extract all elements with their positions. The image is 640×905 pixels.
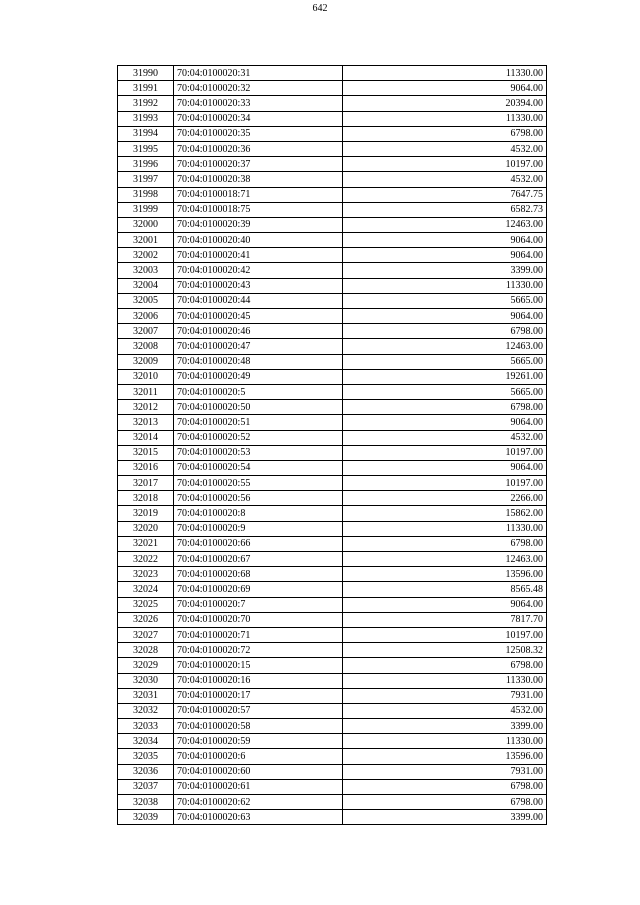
row-number-cell: 31992 (118, 96, 174, 111)
table-row (118, 552, 547, 567)
row-number-cell: 32035 (118, 749, 174, 764)
cadastral-number-cell: 70:04:0100020:37 (174, 157, 343, 172)
cadastral-number-cell: 70:04:0100020:69 (174, 582, 343, 597)
cadastral-number-cell: 70:04:0100020:72 (174, 643, 343, 658)
row-number-cell: 32007 (118, 324, 174, 339)
row-number-cell: 32021 (118, 536, 174, 551)
table-row (118, 263, 547, 278)
table-row (118, 415, 547, 430)
value-cell: 6798.00 (343, 795, 547, 810)
row-number-cell: 32020 (118, 521, 174, 536)
value-cell: 3399.00 (343, 810, 547, 825)
value-cell: 9064.00 (343, 233, 547, 248)
cadastral-number-cell: 70:04:0100020:63 (174, 810, 343, 825)
row-number-cell: 32002 (118, 248, 174, 263)
cadastral-number-cell: 70:04:0100020:33 (174, 96, 343, 111)
cadastral-number-cell: 70:04:0100018:71 (174, 187, 343, 202)
row-number-cell: 32027 (118, 627, 174, 642)
table-row (118, 536, 547, 551)
table-row (118, 688, 547, 703)
value-cell: 6798.00 (343, 658, 547, 673)
table-row (118, 369, 547, 384)
row-number-cell: 32011 (118, 384, 174, 399)
cadastral-number-cell: 70:04:0100020:67 (174, 552, 343, 567)
cadastral-number-cell: 70:04:0100020:61 (174, 779, 343, 794)
table-row (118, 491, 547, 506)
cadastral-number-cell: 70:04:0100020:40 (174, 233, 343, 248)
cadastral-number-cell: 70:04:0100020:16 (174, 673, 343, 688)
cadastral-number-cell: 70:04:0100020:57 (174, 703, 343, 718)
cadastral-number-cell: 70:04:0100020:66 (174, 536, 343, 551)
cadastral-number-cell: 70:04:0100020:39 (174, 217, 343, 232)
value-cell: 11330.00 (343, 66, 547, 81)
row-number-cell: 32006 (118, 309, 174, 324)
cadastral-number-cell: 70:04:0100020:42 (174, 263, 343, 278)
table-row (118, 96, 547, 111)
value-cell: 5665.00 (343, 384, 547, 399)
value-cell: 11330.00 (343, 111, 547, 126)
value-cell: 6798.00 (343, 536, 547, 551)
row-number-cell: 32024 (118, 582, 174, 597)
row-number-cell: 32028 (118, 643, 174, 658)
cadastral-number-cell: 70:04:0100020:59 (174, 734, 343, 749)
cadastral-number-cell: 70:04:0100020:54 (174, 460, 343, 475)
row-number-cell: 31999 (118, 202, 174, 217)
value-cell: 12463.00 (343, 217, 547, 232)
row-number-cell: 32009 (118, 354, 174, 369)
value-cell: 4532.00 (343, 430, 547, 445)
row-number-cell: 32010 (118, 369, 174, 384)
cadastral-number-cell: 70:04:0100020:50 (174, 400, 343, 415)
table-row (118, 324, 547, 339)
row-number-cell: 32018 (118, 491, 174, 506)
value-cell: 10197.00 (343, 627, 547, 642)
cadastral-number-cell: 70:04:0100020:38 (174, 172, 343, 187)
cadastral-value-table (117, 65, 547, 825)
value-cell: 9064.00 (343, 460, 547, 475)
table-row (118, 795, 547, 810)
cadastral-number-cell: 70:04:0100020:7 (174, 597, 343, 612)
value-cell: 9064.00 (343, 415, 547, 430)
table-row (118, 703, 547, 718)
row-number-cell: 31998 (118, 187, 174, 202)
value-cell: 6798.00 (343, 400, 547, 415)
row-number-cell: 31997 (118, 172, 174, 187)
table-row (118, 111, 547, 126)
table-row (118, 384, 547, 399)
cadastral-number-cell: 70:04:0100020:48 (174, 354, 343, 369)
table-row (118, 81, 547, 96)
cadastral-number-cell: 70:04:0100020:56 (174, 491, 343, 506)
cadastral-number-cell: 70:04:0100020:32 (174, 81, 343, 96)
value-cell: 6798.00 (343, 324, 547, 339)
value-cell: 20394.00 (343, 96, 547, 111)
cadastral-number-cell: 70:04:0100020:41 (174, 248, 343, 263)
row-number-cell: 32005 (118, 293, 174, 308)
value-cell: 7817.70 (343, 612, 547, 627)
page-number: 642 (312, 3, 328, 14)
table-row (118, 66, 547, 81)
cadastral-number-cell: 70:04:0100020:31 (174, 66, 343, 81)
row-number-cell: 32036 (118, 764, 174, 779)
row-number-cell: 32039 (118, 810, 174, 825)
value-cell: 12463.00 (343, 552, 547, 567)
table-row (118, 476, 547, 491)
value-cell: 19261.00 (343, 369, 547, 384)
value-cell: 11330.00 (343, 278, 547, 293)
value-cell: 13596.00 (343, 567, 547, 582)
value-cell: 5665.00 (343, 293, 547, 308)
row-number-cell: 32003 (118, 263, 174, 278)
table-body (118, 66, 547, 825)
value-cell: 12463.00 (343, 339, 547, 354)
cadastral-number-cell: 70:04:0100020:55 (174, 476, 343, 491)
value-cell: 13596.00 (343, 749, 547, 764)
row-number-cell: 31994 (118, 126, 174, 141)
value-cell: 6582.73 (343, 202, 547, 217)
row-number-cell: 32038 (118, 795, 174, 810)
table-row (118, 643, 547, 658)
value-cell: 7647.75 (343, 187, 547, 202)
table-row (118, 248, 547, 263)
cadastral-number-cell: 70:04:0100020:6 (174, 749, 343, 764)
row-number-cell: 32030 (118, 673, 174, 688)
cadastral-number-cell: 70:04:0100020:36 (174, 141, 343, 156)
cadastral-number-cell: 70:04:0100020:17 (174, 688, 343, 703)
table-row (118, 673, 547, 688)
value-cell: 9064.00 (343, 309, 547, 324)
value-cell: 4532.00 (343, 172, 547, 187)
value-cell: 12508.32 (343, 643, 547, 658)
row-number-cell: 32029 (118, 658, 174, 673)
table-row (118, 734, 547, 749)
row-number-cell: 31990 (118, 66, 174, 81)
table-row (118, 339, 547, 354)
table-row (118, 612, 547, 627)
row-number-cell: 31991 (118, 81, 174, 96)
cadastral-number-cell: 70:04:0100020:70 (174, 612, 343, 627)
row-number-cell: 32023 (118, 567, 174, 582)
table-row (118, 627, 547, 642)
table-row (118, 521, 547, 536)
value-cell: 6798.00 (343, 126, 547, 141)
table-row (118, 719, 547, 734)
table-row (118, 764, 547, 779)
row-number-cell: 32031 (118, 688, 174, 703)
value-cell: 9064.00 (343, 597, 547, 612)
value-cell: 3399.00 (343, 719, 547, 734)
value-cell: 11330.00 (343, 521, 547, 536)
table-row (118, 141, 547, 156)
value-cell: 9064.00 (343, 81, 547, 96)
row-number-cell: 32016 (118, 460, 174, 475)
table-row (118, 354, 547, 369)
row-number-cell: 31995 (118, 141, 174, 156)
table-row (118, 597, 547, 612)
table-row (118, 126, 547, 141)
cadastral-number-cell: 70:04:0100020:60 (174, 764, 343, 779)
value-cell: 10197.00 (343, 445, 547, 460)
row-number-cell: 32032 (118, 703, 174, 718)
cadastral-number-cell: 70:04:0100020:62 (174, 795, 343, 810)
table-row (118, 202, 547, 217)
cadastral-number-cell: 70:04:0100020:53 (174, 445, 343, 460)
table-row (118, 309, 547, 324)
row-number-cell: 32034 (118, 734, 174, 749)
table-row (118, 293, 547, 308)
value-cell: 7931.00 (343, 688, 547, 703)
value-cell: 6798.00 (343, 779, 547, 794)
table-row (118, 157, 547, 172)
cadastral-number-cell: 70:04:0100020:68 (174, 567, 343, 582)
row-number-cell: 32004 (118, 278, 174, 293)
table-row (118, 810, 547, 825)
value-cell: 4532.00 (343, 141, 547, 156)
table-row (118, 582, 547, 597)
value-cell: 10197.00 (343, 476, 547, 491)
row-number-cell: 32008 (118, 339, 174, 354)
cadastral-number-cell: 70:04:0100020:71 (174, 627, 343, 642)
table-row (118, 658, 547, 673)
table-row (118, 430, 547, 445)
value-cell: 7931.00 (343, 764, 547, 779)
row-number-cell: 32014 (118, 430, 174, 445)
cadastral-number-cell: 70:04:0100020:44 (174, 293, 343, 308)
cadastral-number-cell: 70:04:0100020:34 (174, 111, 343, 126)
cadastral-number-cell: 70:04:0100020:49 (174, 369, 343, 384)
row-number-cell: 32022 (118, 552, 174, 567)
table-row (118, 445, 547, 460)
cadastral-number-cell: 70:04:0100020:5 (174, 384, 343, 399)
table-row (118, 506, 547, 521)
row-number-cell: 31996 (118, 157, 174, 172)
row-number-cell: 32013 (118, 415, 174, 430)
value-cell: 5665.00 (343, 354, 547, 369)
value-cell: 2266.00 (343, 491, 547, 506)
row-number-cell: 32033 (118, 719, 174, 734)
cadastral-number-cell: 70:04:0100020:46 (174, 324, 343, 339)
cadastral-number-cell: 70:04:0100020:9 (174, 521, 343, 536)
row-number-cell: 32037 (118, 779, 174, 794)
table-row (118, 233, 547, 248)
table-row (118, 217, 547, 232)
cadastral-number-cell: 70:04:0100020:52 (174, 430, 343, 445)
table-row (118, 172, 547, 187)
cadastral-number-cell: 70:04:0100020:35 (174, 126, 343, 141)
cadastral-number-cell: 70:04:0100020:51 (174, 415, 343, 430)
table-row (118, 779, 547, 794)
value-cell: 10197.00 (343, 157, 547, 172)
cadastral-number-cell: 70:04:0100020:43 (174, 278, 343, 293)
row-number-cell: 32026 (118, 612, 174, 627)
cadastral-number-cell: 70:04:0100020:15 (174, 658, 343, 673)
table-row (118, 400, 547, 415)
cadastral-number-cell: 70:04:0100018:75 (174, 202, 343, 217)
cadastral-number-cell: 70:04:0100020:45 (174, 309, 343, 324)
row-number-cell: 32012 (118, 400, 174, 415)
value-cell: 8565.48 (343, 582, 547, 597)
value-cell: 9064.00 (343, 248, 547, 263)
cadastral-number-cell: 70:04:0100020:58 (174, 719, 343, 734)
row-number-cell: 31993 (118, 111, 174, 126)
row-number-cell: 32001 (118, 233, 174, 248)
row-number-cell: 32025 (118, 597, 174, 612)
table-row (118, 460, 547, 475)
value-cell: 4532.00 (343, 703, 547, 718)
value-cell: 3399.00 (343, 263, 547, 278)
value-cell: 11330.00 (343, 734, 547, 749)
row-number-cell: 32015 (118, 445, 174, 460)
cadastral-number-cell: 70:04:0100020:47 (174, 339, 343, 354)
cadastral-number-cell: 70:04:0100020:8 (174, 506, 343, 521)
value-cell: 11330.00 (343, 673, 547, 688)
row-number-cell: 32019 (118, 506, 174, 521)
table-row (118, 187, 547, 202)
value-cell: 15862.00 (343, 506, 547, 521)
table-row (118, 278, 547, 293)
row-number-cell: 32000 (118, 217, 174, 232)
table-row (118, 567, 547, 582)
table-row (118, 749, 547, 764)
row-number-cell: 32017 (118, 476, 174, 491)
